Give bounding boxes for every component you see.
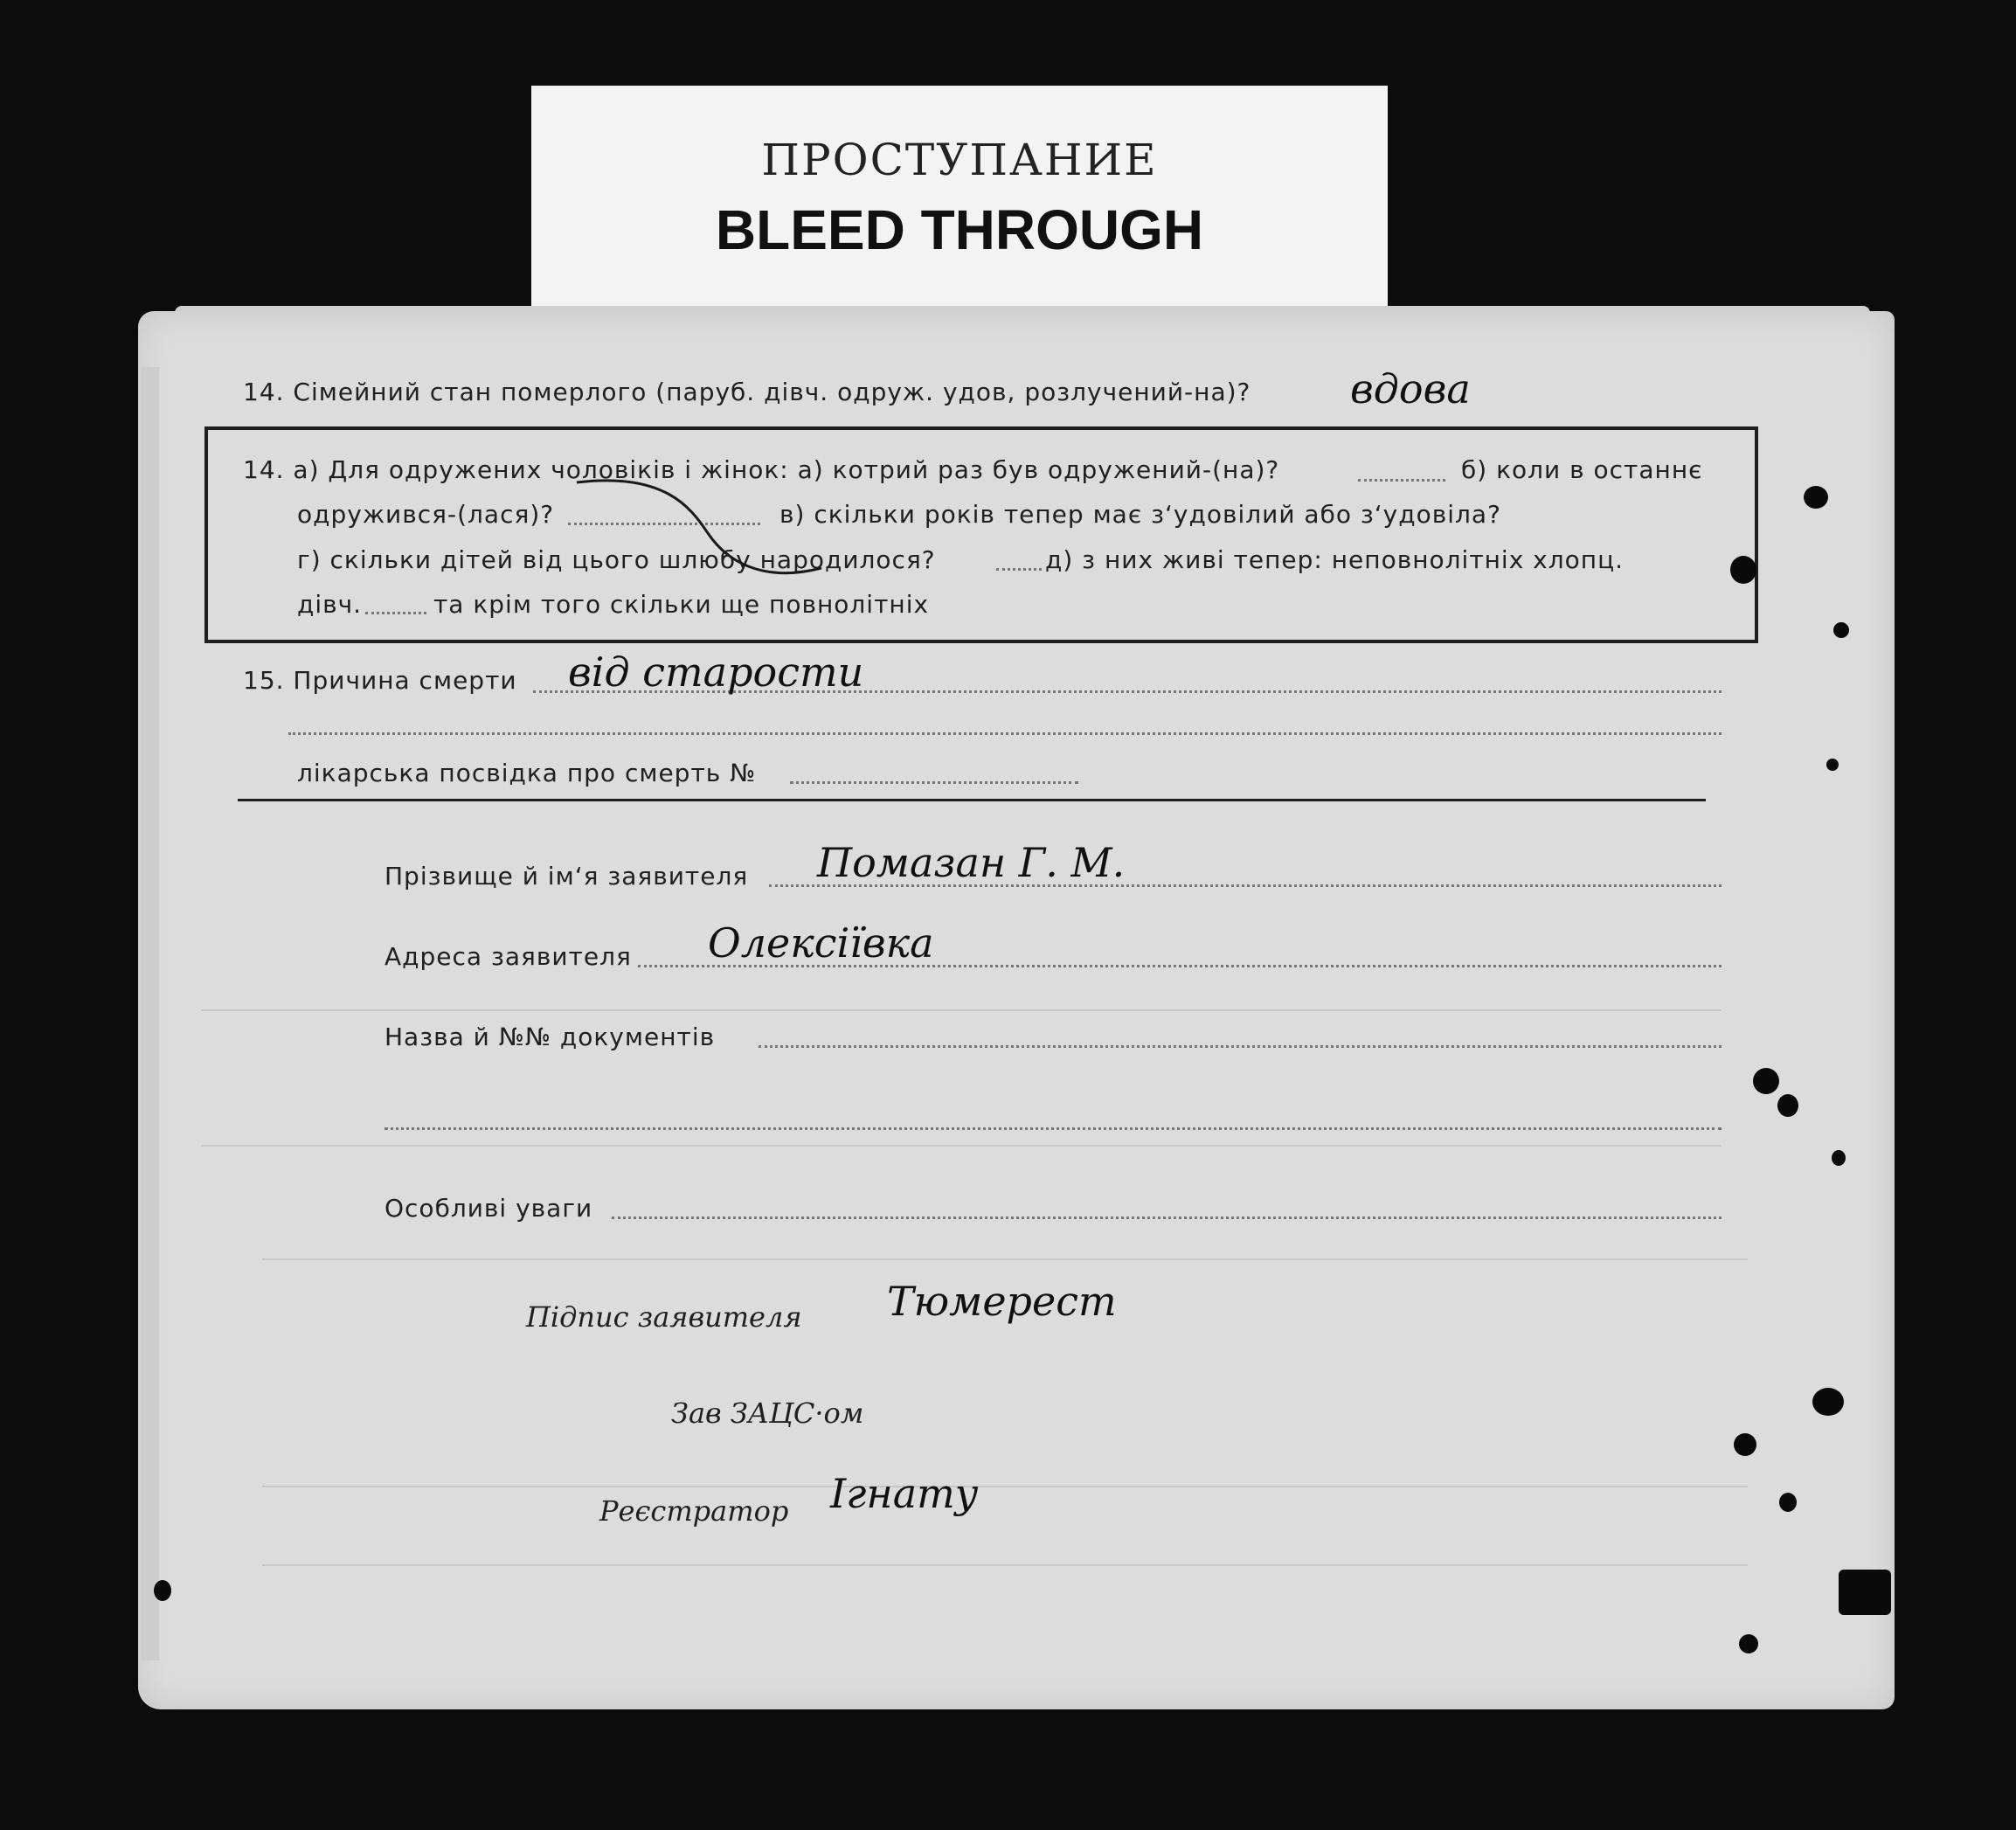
punch-hole [1833,622,1849,638]
registrar-label: Реєстратор [599,1494,789,1528]
dotted-line [1358,479,1445,482]
q14a-line1-a: 14. а) Для одружених чоловіків і жінок: а) котрий раз був одружений-(на)? [243,455,1280,484]
dotted-line [365,612,426,614]
dotted-line [288,732,1722,735]
signature-label: Підпис заявителя [526,1300,802,1334]
applicant-signature: Тюмерест [887,1278,1117,1325]
dotted-line [790,781,1078,784]
punch-hole [1730,556,1756,584]
punch-hole [1832,1150,1846,1166]
label-english: BLEED THROUGH [715,198,1204,261]
applicant-address-value: Олексіївка [708,919,934,967]
bleed-line [262,1564,1748,1566]
bleed-line [201,1009,1722,1011]
q14a-line4-a: дівч. [297,590,363,619]
medical-cert-label: лікарська посвідка про смерть № [297,759,757,787]
dotted-line [384,1127,1722,1130]
q14a-line2-a: одружився-(лася)? [297,500,555,529]
dotted-line [759,1045,1722,1048]
registrar-signature: Ігнату [830,1470,979,1517]
q14-marital-answer: вдова [1350,365,1471,412]
punch-hole [1777,1094,1798,1117]
punch-hole [1739,1634,1758,1653]
bleed-through-label [531,86,1388,315]
punch-hole [1734,1433,1756,1456]
applicant-address-label: Адреса заявителя [384,942,632,971]
handwritten-curve [559,472,839,586]
q14-marital-label: 14. Сімейний стан померлого (паруб. дівч. одруж. удов, розлучений-на)? [243,378,1251,406]
punch-hole [1779,1493,1797,1512]
punch-hole [154,1580,171,1601]
punch-hole [1753,1068,1779,1094]
paper-left-edge [142,367,159,1660]
applicant-name-value: Помазан Г. М. [817,839,1126,886]
q15-cause-label: 15. Причина смерти [243,666,517,695]
punch-hole [1839,1570,1891,1615]
dotted-line [612,1217,1722,1219]
punch-hole [1826,759,1839,771]
head-label: Зав ЗАЦС·ом [671,1397,864,1430]
remarks-label: Особливі уваги [384,1194,593,1223]
section-divider [238,799,1706,801]
punch-hole [1812,1388,1844,1416]
q14a-line2-b: в) скільки років тепер має з‘удовілий або з‘удовіла? [779,500,1501,529]
applicant-name-label: Прізвище й ім‘я заявителя [384,862,749,891]
label-russian: ПРОСТУПАНИЕ [761,135,1158,185]
q14a-line4-b: та крім того скільки ще повнолітніх [433,590,930,619]
bleed-line [201,1145,1722,1147]
dotted-line [996,568,1042,571]
q14a-line1-b: б) коли в останнє [1461,455,1703,484]
q14a-line3-a: г) скільки дітей від цього шлюбу народилося? [297,545,936,574]
bleed-line [262,1486,1748,1487]
q15-cause-answer: від старости [568,648,864,696]
documents-label: Назва й №№ документів [384,1022,716,1051]
q14a-line3-b: д) з них живі тепер: неповнолітніх хлопц. [1045,545,1625,574]
punch-hole [1804,486,1828,509]
bleed-line [262,1258,1748,1260]
